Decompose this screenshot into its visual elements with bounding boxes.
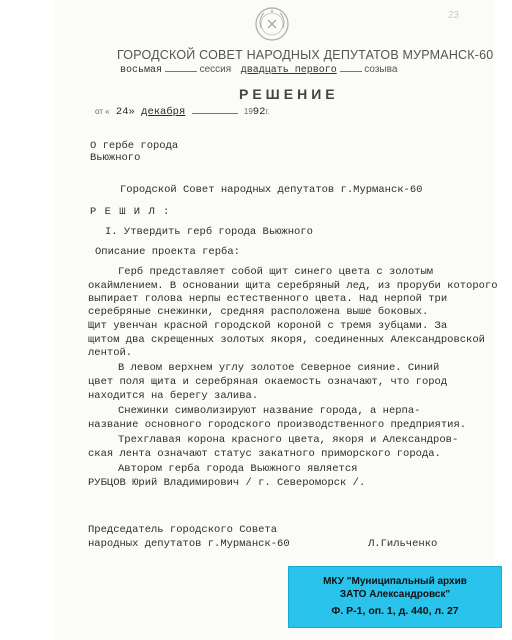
resolved-heading: Р Е Ш И Л :	[90, 206, 171, 218]
description-line: В левом верхнем углу золотое Северное сияние. Синий	[118, 362, 440, 374]
description-line: находится на берегу залива.	[88, 390, 259, 402]
session-ordinal: восьмая	[120, 65, 163, 76]
archive-page-number: 23	[448, 10, 460, 21]
description-line: выпирает голова нерпы естественного цвета. Над нерпой три	[88, 293, 448, 305]
archive-stamp-line-2: ЗАТО Александровск"	[339, 589, 451, 600]
description-line: название основного городского производственного предприятия.	[88, 419, 467, 431]
description-line: лентой.	[88, 347, 133, 359]
council-name: ГОРОДСКОЙ СОВЕТ НАРОДНЫХ ДЕПУТАТОВ МУРМАНСК-60	[117, 48, 494, 62]
archive-stamp-line-1: МКУ "Муниципальный архив	[323, 576, 467, 587]
description-line: щитом два скрещенных золотых якоря, соединенных Александровской	[88, 334, 485, 346]
signatory-title-1: Председатель городского Совета	[88, 524, 278, 536]
decision-date	[95, 106, 270, 118]
session-line	[120, 64, 397, 76]
description-title: Описание проекта герба:	[95, 246, 240, 258]
preamble: Городской Совет народных депутатов г.Мурманск-60	[120, 184, 423, 196]
signatory-title-2: народных депутатов г.Мурманск-60	[88, 538, 290, 550]
signatory-name: Л.Гильченко	[368, 538, 438, 550]
session-word: сессия	[199, 64, 232, 75]
date-year: 92	[252, 106, 266, 118]
date-day: 24»	[115, 106, 135, 118]
archive-reference: Ф. Р-1, оп. 1, д. 440, л. 27	[331, 605, 459, 617]
description-line: Автором герба города Вьюжного является	[118, 463, 358, 475]
description-line: ская лента означают статус закатного приморского города.	[88, 448, 441, 460]
convocation-word: созыва	[364, 64, 398, 75]
date-month: декабря	[141, 106, 186, 118]
document-title: РЕШЕНИЕ	[239, 86, 339, 102]
author-line: РУБЦОВ Юрий Владимирович / г. Североморск /.	[88, 477, 366, 489]
convocation-ordinal: двадцать первого	[240, 65, 337, 76]
point-1: I. Утвердить герб города Вьюжного	[105, 226, 313, 238]
date-suffix: г.	[265, 107, 270, 116]
subject-line-1: О гербе города	[90, 140, 179, 152]
date-prefix: от «	[95, 107, 110, 116]
date-year-prefix: 19	[243, 107, 253, 116]
description-line: цвет поля щита и серебряная окаемость означают, что город	[88, 376, 448, 388]
description-line: Снежинки символизируют название города, а нерпа-	[118, 405, 421, 417]
description-line: Трехглавая корона красного цвета, якоря и Александров-	[118, 434, 459, 446]
coat-of-arms-emblem-icon	[254, 6, 290, 42]
description-line: Герб представляет собой щит синего цвета с золотым	[118, 266, 434, 278]
subject-line-2: Вьюжного	[90, 152, 141, 164]
description-line: окаймлением. В основании щита серебряный лед, из проруби которого	[88, 280, 498, 292]
description-line: серебряные снежинки, средняя расположена выше боковых.	[88, 306, 429, 318]
description-line: Щит увенчан красной городской короной с тремя зубцами. За	[88, 320, 448, 332]
archive-stamp	[288, 566, 502, 628]
